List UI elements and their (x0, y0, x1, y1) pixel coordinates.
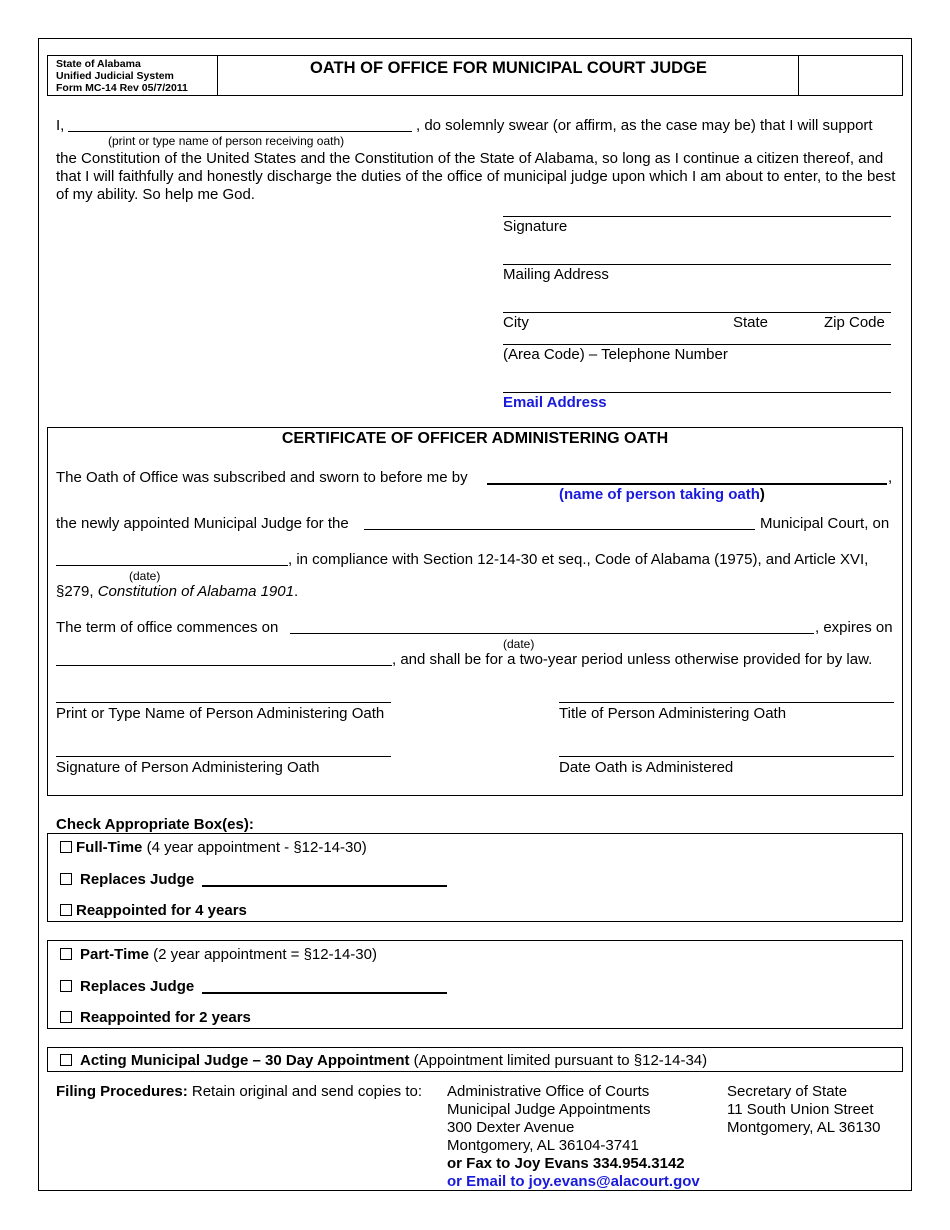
admin-date-label: Date Oath is Administered (559, 759, 734, 776)
term-start-date-field[interactable] (290, 633, 814, 634)
signature-field[interactable] (503, 216, 891, 217)
cert-line4-italic: Constitution of Alabama 1901 (97, 583, 294, 600)
oath-name-caption: (print or type name of person receiving oath) (108, 134, 345, 148)
term-start-text: The term of office commences on (56, 619, 279, 636)
city-label: City (503, 314, 529, 331)
admin-signature-field[interactable] (56, 756, 391, 757)
acting-judge-label: Acting Municipal Judge – 30 Day Appointment (80, 1052, 410, 1069)
cert-line4-prefix: §279, (56, 583, 98, 600)
aoc-line-4: Montgomery, AL 36104-3741 (447, 1137, 639, 1154)
admin-name-label: Print or Type Name of Person Administering Oath (56, 705, 385, 722)
oath-name-field[interactable] (68, 131, 412, 132)
replaces-judge-2-label: Replaces Judge (80, 978, 195, 995)
reappointed-2-label: Reappointed for 2 years (80, 1009, 251, 1026)
org-line-2: Unified Judicial System (56, 70, 174, 82)
aoc-line-2: Municipal Judge Appointments (447, 1101, 651, 1118)
oath-body: the Constitution of the United States and the Constitution of the State of Alabama, so long as I continue a citizen thereof, and that I will faithfully and honestly discharge the duties of the office of municipal judge upon which I am about to enter, to the best of my ability. So help me God. (56, 150, 896, 203)
acting-judge-note: (Appointment limited pursuant to §12-14-34) (409, 1052, 708, 1069)
state-label: State (733, 314, 769, 331)
term-expires-date-field[interactable] (56, 665, 392, 666)
term-end-text: , expires on (815, 619, 893, 636)
full-time-note: (4 year appointment - §12-14-30) (142, 839, 367, 856)
admin-name-field[interactable] (56, 702, 391, 703)
zip-label: Zip Code (824, 314, 885, 331)
full-time-checkbox[interactable] (60, 841, 72, 853)
sos-line-3: Montgomery, AL 36130 (727, 1119, 881, 1136)
sos-line-2: 11 South Union Street (727, 1101, 874, 1118)
replaces-judge-4-field[interactable] (202, 885, 447, 887)
oath-suffix: , do solemnly swear (or affirm, as the case may be) that I will support (416, 117, 873, 134)
admin-date-field[interactable] (559, 756, 894, 757)
mailing-address-label: Mailing Address (503, 266, 609, 283)
full-time-label: Full-Time (76, 839, 143, 856)
replaces-judge-4-label: Replaces Judge (80, 871, 195, 888)
part-time-option (80, 946, 377, 964)
signature-label: Signature (503, 218, 568, 235)
oath-taker-caption (559, 486, 765, 504)
term-last-text: , and shall be for a two-year period unless otherwise provided for by law. (392, 651, 873, 668)
replaces-judge-4-checkbox[interactable] (60, 873, 72, 885)
cert-line4 (56, 583, 298, 601)
term-date-caption: (date) (503, 637, 535, 651)
aoc-address (447, 1083, 700, 1191)
full-time-option (76, 839, 367, 857)
reappointed-4-label: Reappointed for 4 years (76, 902, 247, 919)
acting-judge-option (80, 1052, 707, 1070)
admin-title-label: Title of Person Administering Oath (559, 705, 787, 722)
form-number: Form MC-14 Rev 05/7/2011 (56, 82, 188, 94)
admin-signature-label: Signature of Person Administering Oath (56, 759, 320, 776)
part-time-label: Part-Time (80, 946, 149, 963)
filing-procedures (56, 1083, 422, 1101)
sos-line-1: Secretary of State (727, 1083, 848, 1100)
appointment-date-caption: (date) (129, 569, 161, 583)
cert-line4-suffix: . (293, 583, 299, 600)
phone-field[interactable] (503, 344, 891, 345)
org-line-1: State of Alabama (56, 58, 141, 70)
oath-taker-caption-text: (name of person taking oath (559, 486, 760, 503)
aoc-line-3: 300 Dexter Avenue (447, 1119, 575, 1136)
form-title: OATH OF OFFICE FOR MUNICIPAL COURT JUDGE (219, 56, 799, 95)
replaces-judge-2-checkbox[interactable] (60, 980, 72, 992)
reappointed-2-checkbox[interactable] (60, 1011, 72, 1023)
admin-title-field[interactable] (559, 702, 894, 703)
oath-taker-name-field[interactable] (487, 483, 887, 485)
email-field[interactable] (503, 392, 891, 393)
cert-line1-end: , (888, 469, 893, 486)
email-label: Email Address (503, 394, 607, 411)
checkbox-heading: Check Appropriate Box(es): (56, 816, 254, 833)
acting-judge-checkbox[interactable] (60, 1054, 72, 1066)
appointment-date-field[interactable] (56, 565, 288, 566)
form-header (47, 55, 903, 96)
certificate-title: CERTIFICATE OF OFFICER ADMINISTERING OATH (281, 430, 669, 447)
municipal-court-field[interactable] (364, 529, 755, 530)
part-time-note: (2 year appointment = §12-14-30) (148, 946, 377, 963)
cert-line2-start: the newly appointed Municipal Judge for the (56, 515, 349, 532)
cert-line2-end: Municipal Court, on (760, 515, 890, 532)
filing-text: Retain original and send copies to: (187, 1083, 423, 1100)
oath-prefix: I, (56, 117, 65, 134)
sos-address (727, 1083, 880, 1137)
part-time-checkbox[interactable] (60, 948, 72, 960)
oath-taker-caption-close: ) (759, 486, 765, 503)
phone-label: (Area Code) – Telephone Number (503, 346, 728, 363)
cert-line1-text: The Oath of Office was subscribed and sworn to before me by (56, 469, 468, 486)
email-link[interactable]: or Email to joy.evans@alacourt.gov (447, 1173, 700, 1190)
mailing-address-field[interactable] (503, 264, 891, 265)
aoc-line-1: Administrative Office of Courts (447, 1083, 650, 1100)
reappointed-4-checkbox[interactable] (60, 904, 72, 916)
form-identifier (48, 56, 218, 95)
cert-line3-text: , in compliance with Section 12-14-30 et seq., Code of Alabama (1975), and Article XVI, (288, 551, 869, 568)
fax-line: or Fax to Joy Evans 334.954.3142 (447, 1155, 685, 1172)
replaces-judge-2-field[interactable] (202, 992, 447, 994)
filing-label: Filing Procedures: (56, 1083, 188, 1100)
city-state-zip-field[interactable] (503, 312, 891, 313)
